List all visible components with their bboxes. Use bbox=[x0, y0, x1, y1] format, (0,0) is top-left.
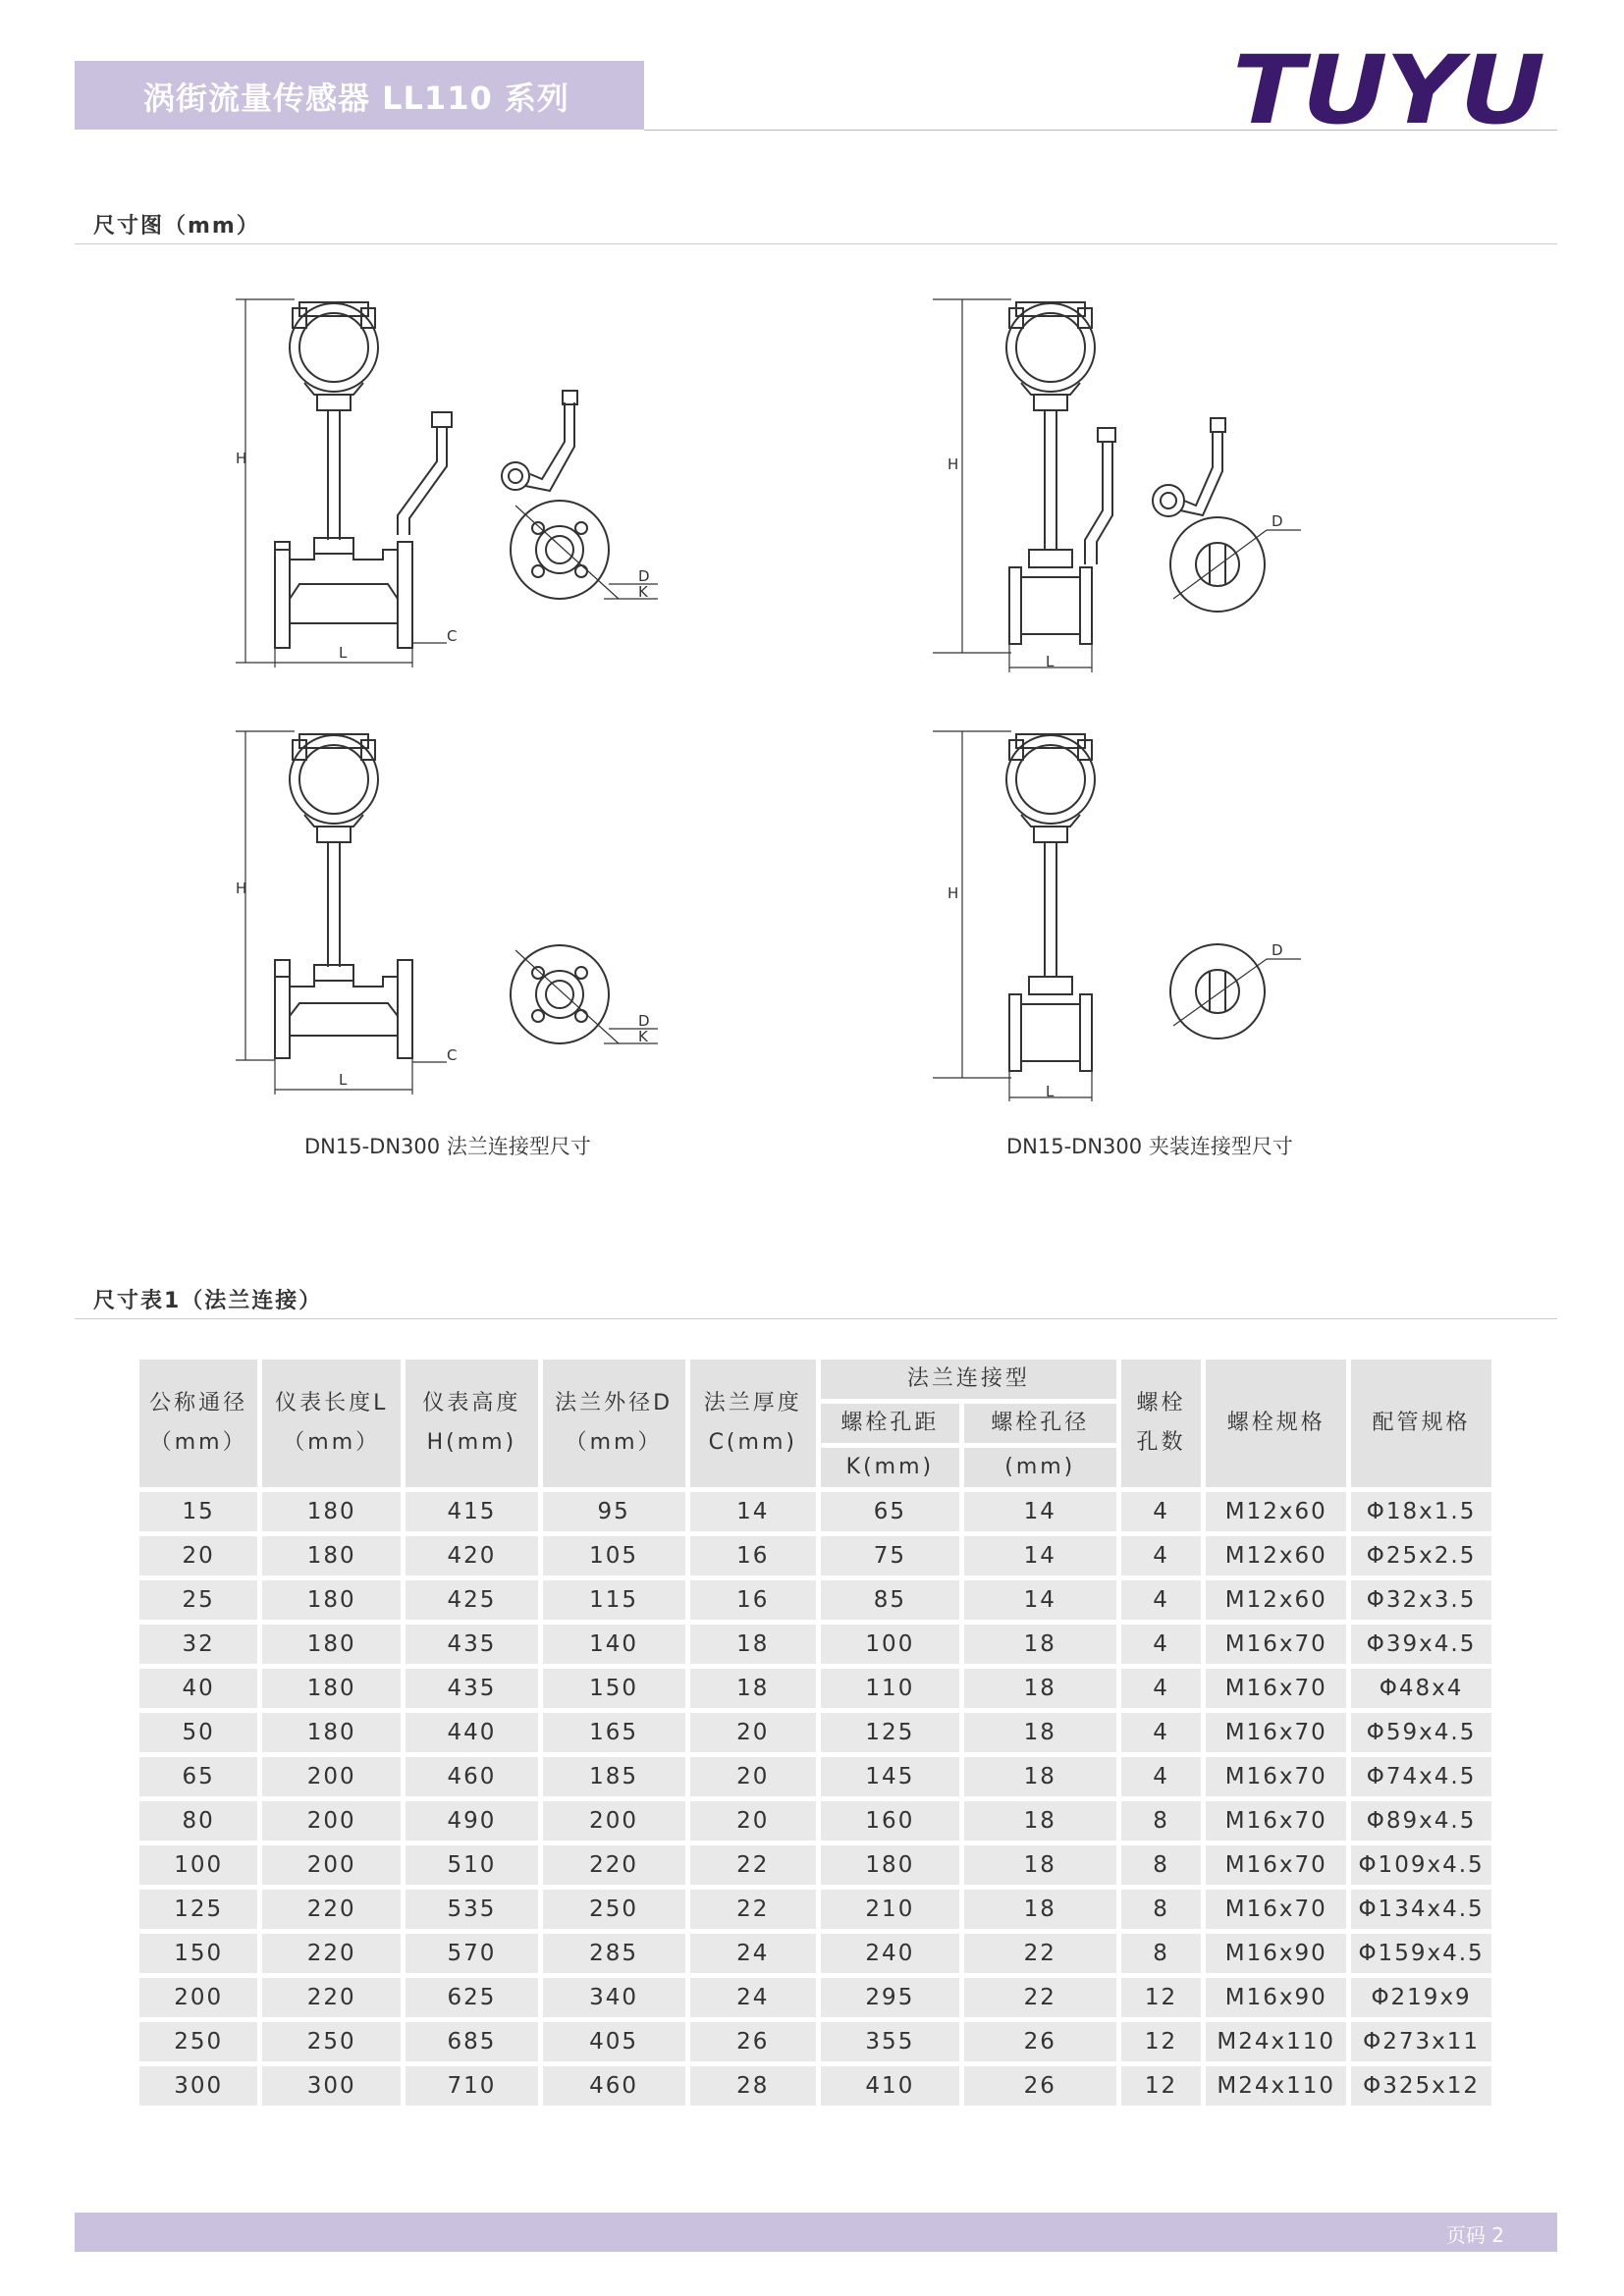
table-row bbox=[139, 2022, 1491, 2061]
clamp-drawing-with-pipe bbox=[923, 285, 1335, 677]
table-cell: 180 bbox=[262, 1580, 401, 1620]
table-cell: Φ273x11 bbox=[1351, 2022, 1491, 2061]
header-title: 涡街流量传感器 LL110 系列 bbox=[143, 80, 569, 117]
table-cell: 75 bbox=[821, 1536, 959, 1575]
th-hole-top: 螺栓孔径 bbox=[964, 1404, 1116, 1443]
table-cell: 22 bbox=[690, 1845, 817, 1885]
table-cell: 8 bbox=[1121, 1845, 1202, 1885]
table-cell: 18 bbox=[964, 1757, 1116, 1796]
table-cell: 160 bbox=[821, 1801, 959, 1841]
table-cell: Φ159x4.5 bbox=[1351, 1934, 1491, 1973]
label-H: H bbox=[947, 455, 959, 473]
table-cell: 12 bbox=[1121, 2022, 1202, 2061]
label-L: L bbox=[339, 644, 348, 662]
table-cell: 180 bbox=[262, 1492, 401, 1531]
table-cell: 16 bbox=[690, 1536, 817, 1575]
table-cell: M16x70 bbox=[1206, 1669, 1346, 1708]
table-cell: 415 bbox=[406, 1492, 538, 1531]
table-cell: 14 bbox=[690, 1492, 817, 1531]
th-flange-od: 法兰外径D（mm） bbox=[543, 1360, 685, 1487]
th-thickness: 法兰厚度C(mm) bbox=[690, 1360, 817, 1487]
table-cell: M12x60 bbox=[1206, 1536, 1346, 1575]
table-cell: 32 bbox=[139, 1625, 257, 1664]
table-cell: 200 bbox=[262, 1801, 401, 1841]
table-cell: 20 bbox=[690, 1713, 817, 1752]
table-row bbox=[139, 1580, 1491, 1620]
table-cell: 65 bbox=[821, 1492, 959, 1531]
table-cell: 210 bbox=[821, 1890, 959, 1929]
table-cell: 180 bbox=[262, 1669, 401, 1708]
table-row bbox=[139, 1845, 1491, 1885]
table-cell: 18 bbox=[964, 1713, 1116, 1752]
table-cell: 26 bbox=[964, 2066, 1116, 2106]
table-cell: 340 bbox=[543, 1978, 685, 2017]
table-cell: 24 bbox=[690, 1978, 817, 2017]
table-cell: Φ39x4.5 bbox=[1351, 1625, 1491, 1664]
table-cell: 220 bbox=[262, 1978, 401, 2017]
header-band bbox=[75, 61, 644, 130]
table-cell: 4 bbox=[1121, 1757, 1202, 1796]
table-row bbox=[139, 1492, 1491, 1531]
label-D: D bbox=[1272, 941, 1283, 959]
label-H: H bbox=[236, 880, 247, 897]
table-cell: 200 bbox=[543, 1801, 685, 1841]
table-cell: 4 bbox=[1121, 1536, 1202, 1575]
table-cell: 405 bbox=[543, 2022, 685, 2061]
table-cell: M24x110 bbox=[1206, 2066, 1346, 2106]
table-cell: 20 bbox=[690, 1801, 817, 1841]
table-row bbox=[139, 1625, 1491, 1664]
table-cell: 295 bbox=[821, 1978, 959, 2017]
table-row bbox=[139, 1890, 1491, 1929]
table-row bbox=[139, 1757, 1491, 1796]
table-cell: Φ325x12 bbox=[1351, 2066, 1491, 2106]
table-cell: 4 bbox=[1121, 1492, 1202, 1531]
table-cell: 20 bbox=[690, 1757, 817, 1796]
table-cell: 510 bbox=[406, 1845, 538, 1885]
table-cell: M16x70 bbox=[1206, 1757, 1346, 1796]
page-number: 页码 2 bbox=[1445, 2223, 1504, 2247]
table-cell: Φ109x4.5 bbox=[1351, 1845, 1491, 1885]
table-cell: 18 bbox=[964, 1845, 1116, 1885]
table-cell: 150 bbox=[543, 1669, 685, 1708]
table-cell: 145 bbox=[821, 1757, 959, 1796]
table-row bbox=[139, 1978, 1491, 2017]
table-cell: 4 bbox=[1121, 1580, 1202, 1620]
table-cell: 14 bbox=[964, 1580, 1116, 1620]
table-cell: M12x60 bbox=[1206, 1492, 1346, 1531]
th-length: 仪表长度L（mm） bbox=[262, 1360, 401, 1487]
table-cell: Φ32x3.5 bbox=[1351, 1580, 1491, 1620]
table-row bbox=[139, 1536, 1491, 1575]
table-cell: 490 bbox=[406, 1801, 538, 1841]
table-row bbox=[139, 2066, 1491, 2106]
label-L: L bbox=[339, 1071, 348, 1089]
table-cell: 8 bbox=[1121, 1890, 1202, 1929]
table-cell: 570 bbox=[406, 1934, 538, 1973]
label-H: H bbox=[236, 450, 247, 467]
table-cell: Φ18x1.5 bbox=[1351, 1492, 1491, 1531]
table-cell: 200 bbox=[139, 1978, 257, 2017]
table-cell: 125 bbox=[821, 1713, 959, 1752]
table-cell: 4 bbox=[1121, 1669, 1202, 1708]
table-cell: 200 bbox=[262, 1757, 401, 1796]
table-cell: 15 bbox=[139, 1492, 257, 1531]
table-cell: 22 bbox=[964, 1934, 1116, 1973]
table-cell: 18 bbox=[690, 1669, 817, 1708]
label-C: C bbox=[447, 627, 458, 645]
table-cell: 685 bbox=[406, 2022, 538, 2061]
table-cell: 25 bbox=[139, 1580, 257, 1620]
table-cell: 80 bbox=[139, 1801, 257, 1841]
table-cell: 18 bbox=[690, 1625, 817, 1664]
table-cell: 425 bbox=[406, 1580, 538, 1620]
table-cell: 18 bbox=[964, 1890, 1116, 1929]
table-cell: Φ25x2.5 bbox=[1351, 1536, 1491, 1575]
table-cell: 300 bbox=[139, 2066, 257, 2106]
table-cell: 220 bbox=[262, 1890, 401, 1929]
table-cell: 22 bbox=[964, 1978, 1116, 2017]
table-cell: 180 bbox=[821, 1845, 959, 1885]
table-cell: 300 bbox=[262, 2066, 401, 2106]
label-K: K bbox=[638, 1028, 648, 1045]
table-cell: Φ219x9 bbox=[1351, 1978, 1491, 2017]
flange-drawing bbox=[226, 717, 677, 1109]
table-cell: 355 bbox=[821, 2022, 959, 2061]
table-cell: 435 bbox=[406, 1669, 538, 1708]
table-cell: M16x90 bbox=[1206, 1978, 1346, 2017]
caption-clamp: DN15-DN300 夹装连接型尺寸 bbox=[1006, 1135, 1293, 1158]
table-cell: 26 bbox=[690, 2022, 817, 2061]
table-cell: 440 bbox=[406, 1713, 538, 1752]
table-cell: 65 bbox=[139, 1757, 257, 1796]
table-cell: 150 bbox=[139, 1934, 257, 1973]
table-cell: 220 bbox=[262, 1934, 401, 1973]
brand-logo: TUYU bbox=[1232, 35, 1543, 145]
section-title-table: 尺寸表1（法兰连接） bbox=[93, 1289, 323, 1313]
section-title-drawings: 尺寸图（mm） bbox=[93, 214, 260, 239]
table-cell: 535 bbox=[406, 1890, 538, 1929]
table-cell: 12 bbox=[1121, 1978, 1202, 2017]
table-cell: 110 bbox=[821, 1669, 959, 1708]
th-dn: 公称通径（mm） bbox=[139, 1360, 257, 1487]
table-cell: 20 bbox=[139, 1536, 257, 1575]
table-cell: Φ134x4.5 bbox=[1351, 1890, 1491, 1929]
table-body bbox=[139, 1492, 1491, 2106]
table-cell: 26 bbox=[964, 2022, 1116, 2061]
table-cell: 250 bbox=[262, 2022, 401, 2061]
th-bolt-spec: 螺栓规格 bbox=[1206, 1360, 1346, 1487]
table-cell: M16x70 bbox=[1206, 1625, 1346, 1664]
table-cell: 4 bbox=[1121, 1713, 1202, 1752]
table-cell: Φ48x4 bbox=[1351, 1669, 1491, 1708]
caption-flange: DN15-DN300 法兰连接型尺寸 bbox=[304, 1135, 591, 1158]
table-cell: M16x70 bbox=[1206, 1713, 1346, 1752]
table-cell: Φ59x4.5 bbox=[1351, 1713, 1491, 1752]
table-cell: 460 bbox=[406, 1757, 538, 1796]
table-cell: 240 bbox=[821, 1934, 959, 1973]
table-cell: Φ89x4.5 bbox=[1351, 1801, 1491, 1841]
table-cell: 14 bbox=[964, 1492, 1116, 1531]
table-cell: 4 bbox=[1121, 1625, 1202, 1664]
table-row bbox=[139, 1801, 1491, 1841]
table-cell: 95 bbox=[543, 1492, 685, 1531]
table-cell: 115 bbox=[543, 1580, 685, 1620]
table-cell: 16 bbox=[690, 1580, 817, 1620]
table-cell: 180 bbox=[262, 1625, 401, 1664]
th-bolts: 螺栓孔数 bbox=[1121, 1360, 1202, 1487]
table-cell: 18 bbox=[964, 1669, 1116, 1708]
table-cell: 250 bbox=[139, 2022, 257, 2061]
label-D: D bbox=[638, 1012, 650, 1030]
table-cell: 435 bbox=[406, 1625, 538, 1664]
table-cell: 250 bbox=[543, 1890, 685, 1929]
label-K: K bbox=[638, 583, 648, 601]
label-D: D bbox=[638, 567, 650, 585]
table-cell: 22 bbox=[690, 1890, 817, 1929]
th-pitch-top: 螺栓孔距 bbox=[821, 1404, 959, 1443]
table-cell: 165 bbox=[543, 1713, 685, 1752]
table-row bbox=[139, 1713, 1491, 1752]
flange-drawing-with-pipe bbox=[226, 285, 677, 677]
table-cell: 220 bbox=[543, 1845, 685, 1885]
table-cell: 285 bbox=[543, 1934, 685, 1973]
clamp-drawing bbox=[923, 717, 1335, 1109]
table-cell: M24x110 bbox=[1206, 2022, 1346, 2061]
table-cell: 85 bbox=[821, 1580, 959, 1620]
table-cell: 28 bbox=[690, 2066, 817, 2106]
table-cell: 40 bbox=[139, 1669, 257, 1708]
table-cell: 185 bbox=[543, 1757, 685, 1796]
label-C: C bbox=[447, 1046, 458, 1064]
table-cell: 625 bbox=[406, 1978, 538, 2017]
th-pipe-spec: 配管规格 bbox=[1351, 1360, 1491, 1487]
th-hole-bottom: (mm) bbox=[964, 1448, 1116, 1487]
table-cell: 460 bbox=[543, 2066, 685, 2106]
table-cell: 140 bbox=[543, 1625, 685, 1664]
table-cell: Φ74x4.5 bbox=[1351, 1757, 1491, 1796]
table-cell: 18 bbox=[964, 1625, 1116, 1664]
dimension-table bbox=[135, 1355, 1496, 2110]
table-cell: 8 bbox=[1121, 1801, 1202, 1841]
table-cell: M16x70 bbox=[1206, 1801, 1346, 1841]
label-L: L bbox=[1046, 1083, 1055, 1100]
label-L: L bbox=[1046, 653, 1055, 670]
th-group: 法兰连接型 bbox=[821, 1360, 1116, 1399]
table-cell: 105 bbox=[543, 1536, 685, 1575]
table-cell: 14 bbox=[964, 1536, 1116, 1575]
table-cell: 12 bbox=[1121, 2066, 1202, 2106]
th-height: 仪表高度H(mm) bbox=[406, 1360, 538, 1487]
table-row bbox=[139, 1934, 1491, 1973]
table-cell: 710 bbox=[406, 2066, 538, 2106]
table-cell: 8 bbox=[1121, 1934, 1202, 1973]
table-cell: 410 bbox=[821, 2066, 959, 2106]
table-cell: 24 bbox=[690, 1934, 817, 1973]
table-cell: 180 bbox=[262, 1713, 401, 1752]
th-pitch-bottom: K(mm) bbox=[821, 1448, 959, 1487]
table-cell: 180 bbox=[262, 1536, 401, 1575]
footer-band bbox=[75, 2213, 1557, 2252]
table-cell: 200 bbox=[262, 1845, 401, 1885]
table-cell: 100 bbox=[139, 1845, 257, 1885]
table-cell: M16x90 bbox=[1206, 1934, 1346, 1973]
table-cell: M16x70 bbox=[1206, 1845, 1346, 1885]
label-D: D bbox=[1272, 512, 1283, 530]
section-rule bbox=[75, 243, 1557, 244]
table-cell: 100 bbox=[821, 1625, 959, 1664]
table-cell: M12x60 bbox=[1206, 1580, 1346, 1620]
table-cell: 50 bbox=[139, 1713, 257, 1752]
section-rule bbox=[75, 1318, 1557, 1319]
label-H: H bbox=[947, 884, 959, 902]
table-cell: 420 bbox=[406, 1536, 538, 1575]
table-cell: 125 bbox=[139, 1890, 257, 1929]
table-cell: M16x70 bbox=[1206, 1890, 1346, 1929]
table-row bbox=[139, 1669, 1491, 1708]
table-cell: 18 bbox=[964, 1801, 1116, 1841]
